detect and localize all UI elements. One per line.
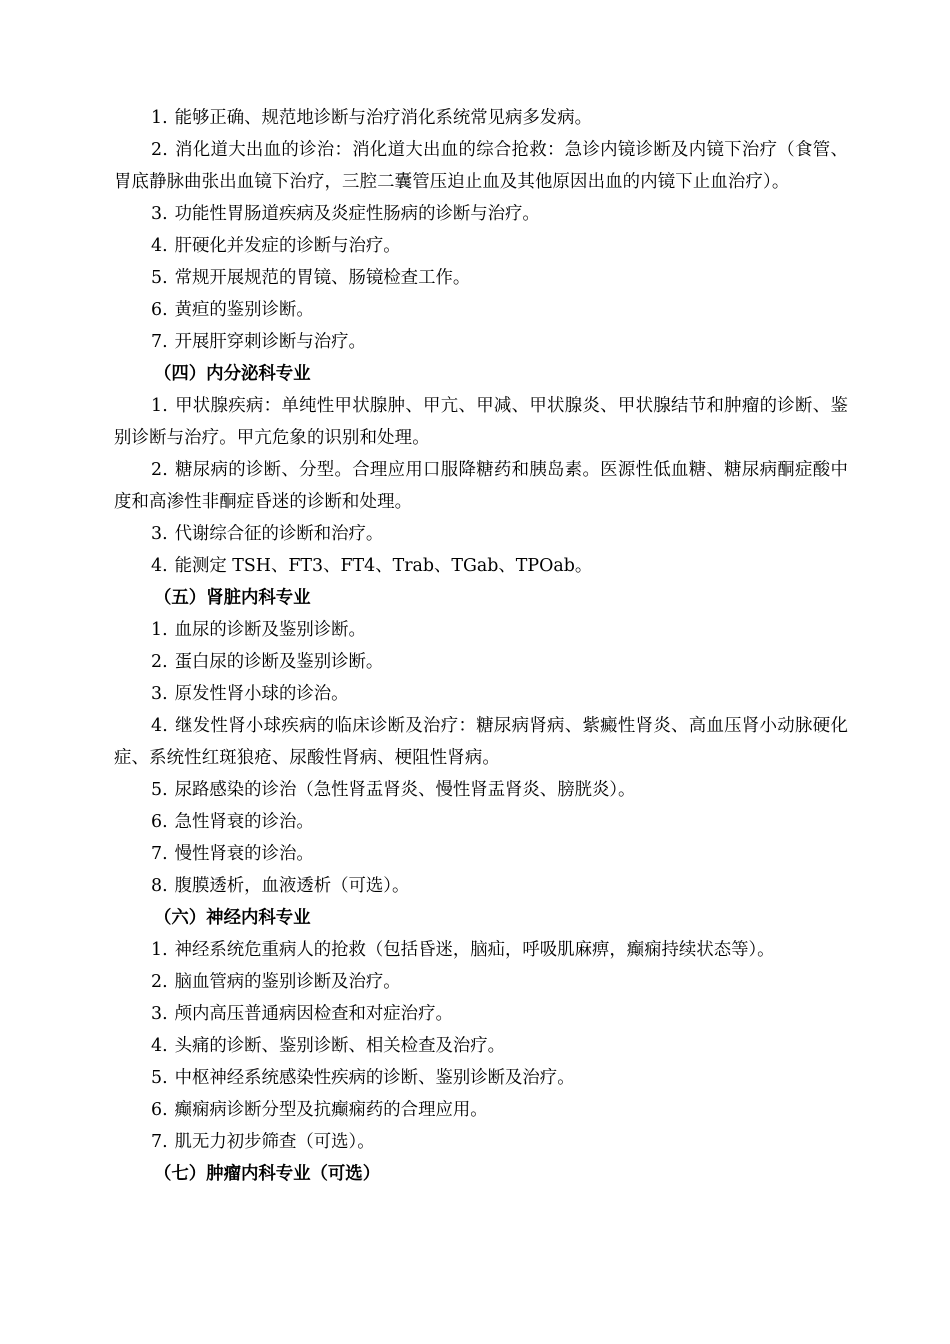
item-number: 5. bbox=[151, 268, 168, 288]
item-text: 继发性肾小球疾病的临床诊断及治疗：糖尿病肾病、紫癜性肾炎、高血压肾小动脉硬化症、系统性红斑狼疮、尿酸性肾病、梗阻性肾病。 bbox=[114, 716, 848, 768]
item-number: 7. bbox=[151, 332, 168, 352]
item-number: 4. bbox=[151, 556, 168, 576]
item-text: 头痛的诊断、鉴别诊断、相关检查及治疗。 bbox=[174, 1036, 506, 1056]
item-number: 2. bbox=[151, 652, 168, 672]
item-number: 3. bbox=[151, 684, 168, 704]
item-text: 腹膜透析，血液透析（可选）。 bbox=[174, 876, 410, 896]
item-text: 慢性肾衰的诊治。 bbox=[174, 844, 314, 864]
item-number: 2. bbox=[151, 972, 168, 992]
item-number: 7. bbox=[151, 1132, 168, 1152]
list-item bbox=[114, 294, 848, 326]
item-number: 7. bbox=[151, 844, 168, 864]
list-item bbox=[114, 1094, 848, 1126]
list-item bbox=[114, 454, 848, 518]
item-number: 6. bbox=[151, 1100, 168, 1120]
item-number: 6. bbox=[151, 300, 168, 320]
item-number: 5. bbox=[151, 1068, 168, 1088]
item-text: 原发性肾小球的诊治。 bbox=[174, 684, 349, 704]
list-item bbox=[114, 102, 848, 134]
item-text: 开展肝穿刺诊断与治疗。 bbox=[174, 332, 366, 352]
list-item bbox=[114, 934, 848, 966]
item-text: 神经系统危重病人的抢救（包括昏迷，脑疝，呼吸肌麻痹，癫痫持续状态等）。 bbox=[174, 940, 775, 960]
item-text: 癫痫病诊断分型及抗癫痫药的合理应用。 bbox=[174, 1100, 488, 1120]
list-item bbox=[114, 838, 848, 870]
list-item bbox=[114, 134, 848, 198]
item-text: 功能性胃肠道疾病及炎症性肠病的诊断与治疗。 bbox=[174, 204, 540, 224]
item-number: 2. bbox=[151, 140, 168, 160]
list-item bbox=[114, 390, 848, 454]
list-item bbox=[114, 774, 848, 806]
item-number: 4. bbox=[151, 1036, 168, 1056]
item-text: 能测定 TSH、FT3、FT4、Trab、TGab、TPOab。 bbox=[174, 556, 593, 576]
item-text: 常规开展规范的胃镜、肠镜检查工作。 bbox=[174, 268, 471, 288]
item-text: 代谢综合征的诊断和治疗。 bbox=[174, 524, 384, 544]
section-heading: （四）内分泌科专业 bbox=[154, 364, 311, 384]
item-text: 消化道大出血的诊治：消化道大出血的综合抢救：急诊内镜诊断及内镜下治疗（食管、胃底静脉曲张出血镜下治疗，三腔二囊管压迫止血及其他原因出血的内镜下止血治疗）。 bbox=[114, 140, 848, 192]
list-item bbox=[114, 550, 848, 582]
list-item bbox=[114, 1030, 848, 1062]
list-item bbox=[114, 678, 848, 710]
list-item bbox=[114, 262, 848, 294]
section-heading: （七）肿瘤内科专业（可选） bbox=[154, 1164, 381, 1184]
list-item bbox=[114, 198, 848, 230]
list-item bbox=[114, 518, 848, 550]
item-text: 蛋白尿的诊断及鉴别诊断。 bbox=[174, 652, 384, 672]
item-number: 5. bbox=[151, 780, 168, 800]
list-item bbox=[114, 998, 848, 1030]
item-text: 能够正确、规范地诊断与治疗消化系统常见病多发病。 bbox=[174, 108, 592, 128]
item-number: 2. bbox=[151, 460, 168, 480]
section-heading: （五）肾脏内科专业 bbox=[154, 588, 311, 608]
item-number: 1. bbox=[151, 396, 168, 416]
item-text: 急性肾衰的诊治。 bbox=[174, 812, 314, 832]
item-text: 糖尿病的诊断、分型。合理应用口服降糖药和胰岛素。医源性低血糖、糖尿病酮症酸中度和高渗性非酮症昏迷的诊断和处理。 bbox=[114, 460, 848, 512]
item-text: 肝硬化并发症的诊断与治疗。 bbox=[174, 236, 401, 256]
item-text: 尿路感染的诊治（急性肾盂肾炎、慢性肾盂肾炎、膀胱炎）。 bbox=[174, 780, 636, 800]
list-item bbox=[114, 966, 848, 998]
list-item bbox=[114, 1126, 848, 1158]
item-text: 甲状腺疾病：单纯性甲状腺肿、甲亢、甲减、甲状腺炎、甲状腺结节和肿瘤的诊断、鉴别诊断与治疗。甲亢危象的识别和处理。 bbox=[114, 396, 848, 448]
item-text: 脑血管病的鉴别诊断及治疗。 bbox=[174, 972, 401, 992]
list-item bbox=[114, 1062, 848, 1094]
item-number: 1. bbox=[151, 108, 168, 128]
item-text: 黄疸的鉴别诊断。 bbox=[174, 300, 314, 320]
list-item bbox=[114, 806, 848, 838]
item-number: 3. bbox=[151, 524, 168, 544]
list-item bbox=[114, 614, 848, 646]
item-number: 8. bbox=[151, 876, 168, 896]
list-item bbox=[114, 326, 848, 358]
item-text: 肌无力初步筛查（可选）。 bbox=[174, 1132, 375, 1152]
item-number: 1. bbox=[151, 940, 168, 960]
item-number: 4. bbox=[151, 236, 168, 256]
item-number: 6. bbox=[151, 812, 168, 832]
item-text: 颅内高压普通病因检查和对症治疗。 bbox=[174, 1004, 453, 1024]
item-text: 血尿的诊断及鉴别诊断。 bbox=[174, 620, 366, 640]
item-number: 4. bbox=[151, 716, 168, 736]
item-text: 中枢神经系统感染性疾病的诊断、鉴别诊断及治疗。 bbox=[174, 1068, 575, 1088]
section-heading: （六）神经内科专业 bbox=[154, 908, 311, 928]
list-item bbox=[114, 710, 848, 774]
document-body bbox=[114, 102, 848, 1190]
item-number: 3. bbox=[151, 204, 168, 224]
list-item bbox=[114, 870, 848, 902]
item-number: 1. bbox=[151, 620, 168, 640]
item-number: 3. bbox=[151, 1004, 168, 1024]
list-item bbox=[114, 646, 848, 678]
list-item bbox=[114, 230, 848, 262]
